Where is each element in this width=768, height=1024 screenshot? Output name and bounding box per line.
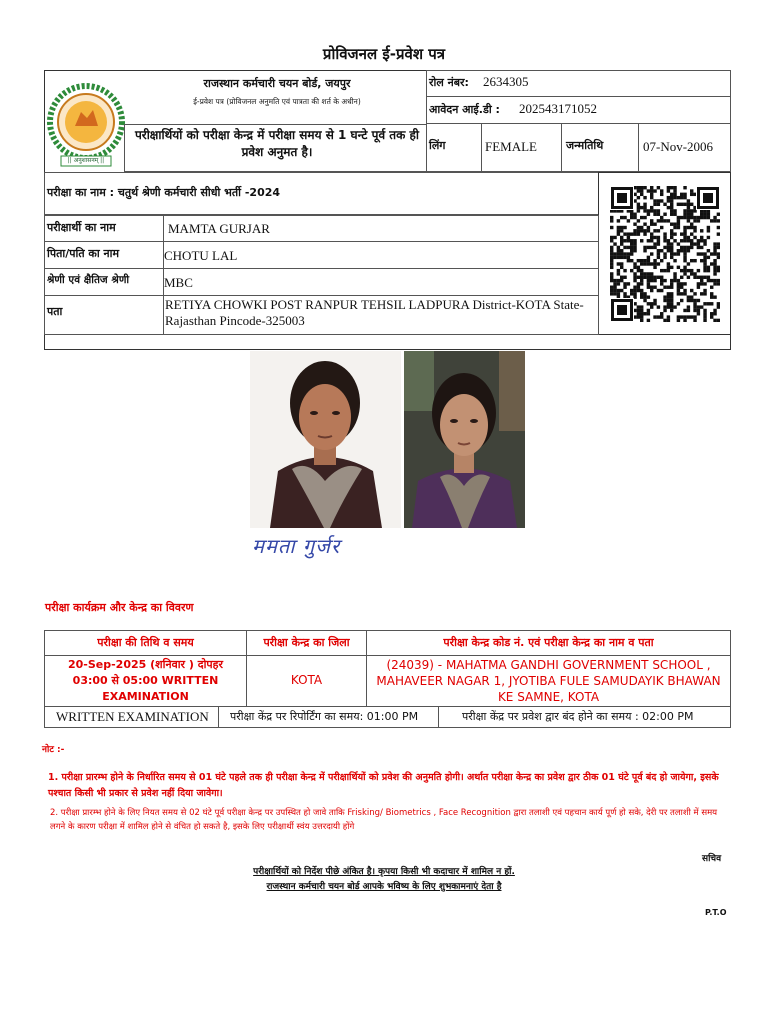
- app-id-label: आवेदन आई.डी :: [429, 103, 500, 116]
- candidate-photo-1: [250, 351, 401, 528]
- dob-value: 07-Nov-2006: [643, 139, 714, 154]
- schedule-header-district: परीक्षा केन्द्र का जिला: [263, 636, 350, 649]
- footer-instruction-1: परीक्षार्थियों को निर्देश पीछे अंकित है। कृपया किसी भी कदाचार में शामिल न हों.: [253, 867, 515, 877]
- gender-label: लिंग: [429, 139, 446, 152]
- dob-label: जन्मतिथि: [566, 139, 604, 152]
- roll-number: 2634305: [483, 74, 529, 89]
- notes-label: नोट :-: [42, 745, 65, 755]
- candidate-name: MAMTA GURJAR: [168, 221, 270, 236]
- note-1: 1. परीक्षा प्रारम्भ होने के निर्धारित समय से 01 घंटे पहले तक ही परीक्षा केन्द्र में परीक्षार्थियों को प्रवेश की अनुमति होगी। अर्थात परीक्षा केन्द्र का प्रवेश द्वार ठीक 01 घंटे पूर्व बंद हो जायेगा, इसके पश्चात किसी भी प्रकार से प्रवेश नहीं दिया जावेगा।: [48, 772, 719, 799]
- address-label: पता: [47, 305, 63, 318]
- roll-label: रोल नंबर:: [429, 76, 469, 89]
- father-label: पिता/पति का नाम: [47, 247, 120, 260]
- candidate-signature: [250, 531, 401, 563]
- exam-type: WRITTEN EXAMINATION: [56, 709, 209, 724]
- category-label: श्रेणी एवं क्षैतिज श्रेणी: [47, 274, 130, 286]
- pto-label: P.T.O: [705, 908, 727, 917]
- page-title: प्रोविजनल ई-प्रवेश पत्र: [322, 45, 446, 63]
- schedule-header-date: परीक्षा की तिथि व समय: [97, 636, 194, 649]
- roll-cell: [426, 70, 731, 97]
- gender-value: FEMALE: [485, 139, 537, 154]
- board-name: राजस्थान कर्मचारी चयन बोर्ड, जयपुर: [203, 77, 351, 90]
- note-2: 2. परीक्षा प्रारम्भ होने के लिए नियत समय से 02 घंटे पूर्व परीक्षा केन्द्र पर उपस्थित हो जावे ताकि Frisking/ Biometrics , Face Recognition द्वारा तलाशी एवं पहचान कार्य पूर्ण हो सके, देरी पर तलाशी में समय लगने के कारण परीक्षा में शामिल होने से वंचित हो सकते है, इसके लिए परीक्षार्थी स्वंय उत्तरदायी होंगे: [50, 808, 718, 832]
- gate-close-time: परीक्षा केंद्र पर प्रवेश द्वार बंद होने का समय : 02:00 PM: [462, 710, 694, 723]
- footer-instruction-2: राजस्थान कर्मचारी चयन बोर्ड आपके भविष्य के लिए शुभकामनाएं देता है: [266, 882, 502, 892]
- exam-district: KOTA: [290, 673, 323, 687]
- exam-date-time: 20-Sep-2025 (शनिवार ) दोपहर 03:00 से 05:00 WRITTEN EXAMINATION: [67, 658, 224, 703]
- exam-name: परीक्षा का नाम : चतुर्थ श्रेणी कर्मचारी सीधी भर्ती -2024: [47, 186, 281, 199]
- exam-centre: (24039) - MAHATMA GANDHI GOVERNMENT SCHOOL , MAHAVEER NAGAR 1, JYOTIBA FULE SAMUDAYIK BHAWAN KE SAMNE, KOTA: [376, 658, 721, 704]
- father-name: CHOTU LAL: [164, 248, 238, 263]
- schedule-section-title: परीक्षा कार्यक्रम और केन्द्र का विवरण: [45, 601, 194, 614]
- app-id-value: 202543171052: [519, 101, 597, 116]
- qr-code: [610, 186, 720, 322]
- entry-note: परीक्षार्थियों को परीक्षा केन्द्र में परीक्षा समय से 1 घन्टे पूर्व तक ही प्रवेश अनुमत है।: [134, 128, 420, 159]
- signature-text: ममता गुर्जर: [252, 534, 341, 558]
- schedule-header-centre: परीक्षा केन्द्र कोड नं. एवं परीक्षा केन्द्र का नाम व पता: [443, 636, 654, 649]
- logo-motto: || अनुशासनम् ||: [67, 157, 105, 164]
- name-label: परीक्षार्थी का नाम: [47, 221, 116, 234]
- board-logo: [47, 82, 125, 168]
- category-value: MBC: [164, 275, 193, 290]
- secretary-label: सचिव: [702, 854, 722, 864]
- candidate-photo-2: [404, 351, 525, 528]
- category-value-cell: [163, 268, 599, 296]
- reporting-time: परीक्षा केंद्र पर रिपोर्टिंग का समय: 01:00 PM: [230, 710, 419, 723]
- admit-subtitle: ई-प्रवेश पत्र (प्रोविजनल अनुमति एवं पात्रता की शर्त के अधीन): [193, 97, 361, 106]
- candidate-address: RETIYA CHOWKI POST RANPUR TEHSIL LADPURA District-KOTA State-Rajasthan Pincode-325003: [165, 297, 584, 328]
